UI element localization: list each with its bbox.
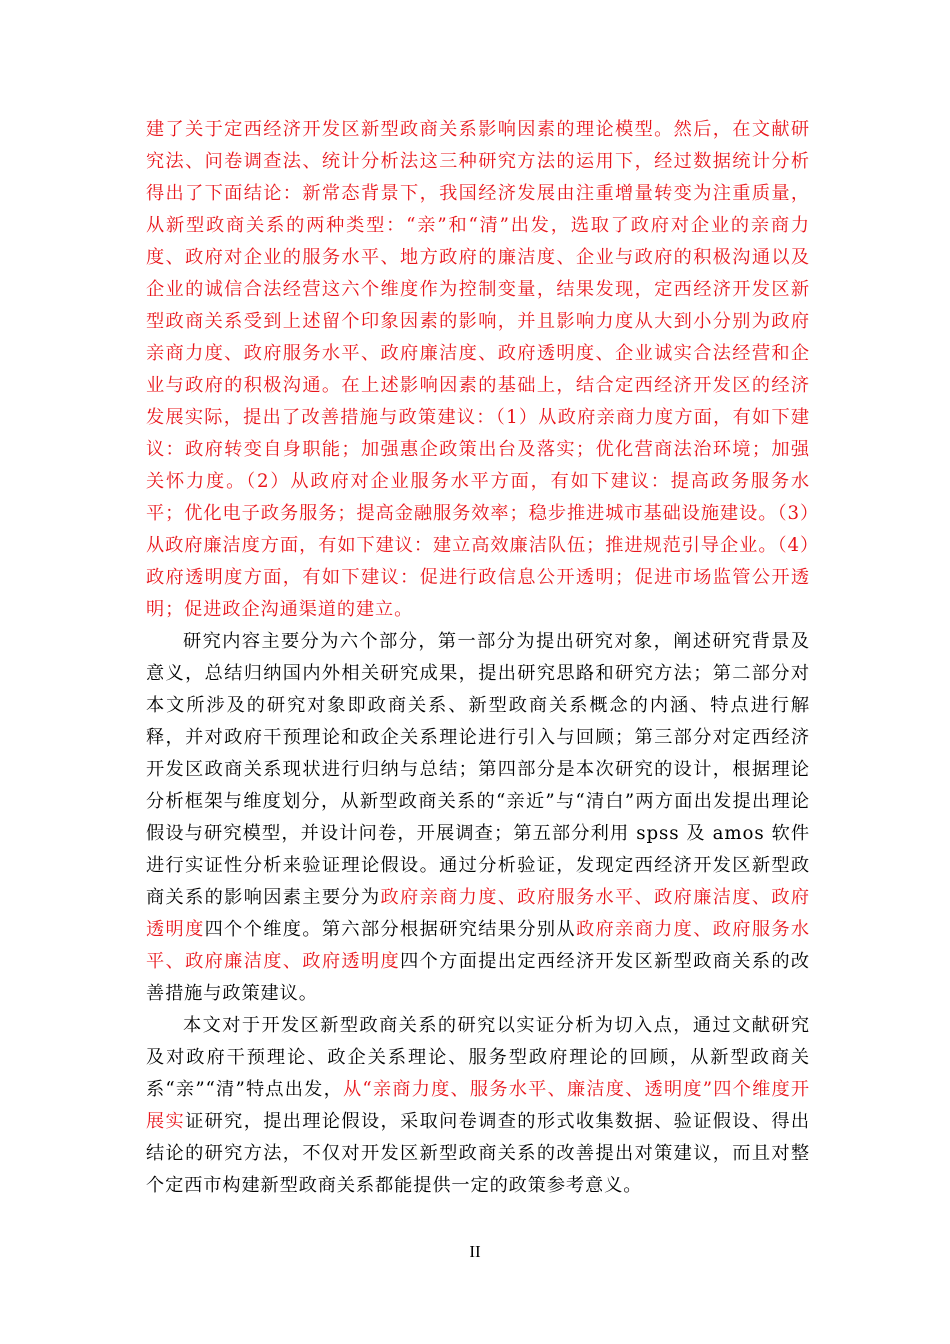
highlighted-dimensions: 从“亲商力度、服务水平、廉洁度、透明度”四个维度开展实 — [146, 1079, 810, 1132]
highlighted-factors: 政府亲商力度、政府服务水平、政府廉洁度、政府透明度 — [146, 887, 810, 940]
research-content-paragraph — [146, 626, 810, 1010]
paragraph-text: 研究内容主要分为六个部分，第一部分为提出研究对象，阐述研究背景及意义，总结归纳国内外相关研究成果，提出研究思路和研究方法；第二部分对本文所涉及的研究对象即政商关系、新型政商关系概念的内涵、特点进行解释，并对政府干预理论和政企关系理论进行引入与回顾；第三部分对定西经济开发区政商关系现状进行归纳与总结；第四部分是本次研究的设计，根据理论分析框架与维度划分，从新型政商关系的“亲近”与“清白”两方面出发提出理论假设与研究模型，并设计问卷，开展调查；第五部分利用 spss 及 amos 软件进行实证性分析来验证理论假设。通过分析验证，发现定西经济开发区新型政商关系的影响因素主要分为 — [146, 631, 810, 908]
abstract-continued-paragraph: 建了关于定西经济开发区新型政商关系影响因素的理论模型。然后，在文献研究法、问卷调查法、统计分析法这三种研究方法的运用下，经过数据统计分析得出了下面结论：新常态背景下，我国经济发展由注重增量转变为注重质量，从新型政商关系的两种类型：“亲”和“清”出发，选取了政府对企业的亲商力度、政府对企业的服务水平、地方政府的廉洁度、企业与政府的积极沟通以及企业的诚信合法经营这六个维度作为控制变量，结果发现，定西经济开发区新型政商关系受到上述留个印象因素的影响，并且影响力度从大到小分别为政府亲商力度、政府服务水平、政府廉洁度、政府透明度、企业诚实合法经营和企业与政府的积极沟通。在上述影响因素的基础上，结合定西经济开发区的经济发展实际，提出了改善措施与政策建议：（1）从政府亲商力度方面，有如下建议：政府转变自身职能；加强惠企政策出台及落实；优化营商法治环境；加强关怀力度。（2）从政府对企业服务水平方面，有如下建议：提高政务服务水平；优化电子政务服务；提高金融服务效率；稳步推进城市基础设施建设。（3）从政府廉洁度方面，有如下建议：建立高效廉洁队伍；推进规范引导企业。（4）政府透明度方面，有如下建议：促进行政信息公开透明；促进市场监管公开透明；促进政企沟通渠道的建立。 — [146, 119, 810, 620]
highlighted-factors: 政府亲商力度、政府服务水平、政府廉洁度、政府透明度 — [146, 919, 811, 972]
paragraph-text: 证研究，提出理论假设，采取问卷调查的形式收集数据、验证假设、得出结论的研究方法，不仅对开发区新型政商关系的改善提出对策建议，而且对整个定西市构建新型政商关系都能提供一定的政策参考意义。 — [146, 1111, 810, 1196]
document-body — [146, 114, 810, 1202]
page-number: II — [469, 1242, 481, 1261]
paragraph-text: 四个方面提出定西经济开发区新型政商关系的改善措施与政策建议。 — [146, 951, 811, 1004]
paragraph-text: 四个个维度。第六部分根据研究结果分别从 — [204, 919, 576, 940]
significance-paragraph — [146, 1010, 810, 1202]
paragraph-text: 本文对于开发区新型政商关系的研究以实证分析为切入点，通过文献研究及对政府干预理论、政企关系理论、服务型政府理论的回顾，从新型政商关系“亲”“清”特点出发， — [146, 1015, 810, 1100]
